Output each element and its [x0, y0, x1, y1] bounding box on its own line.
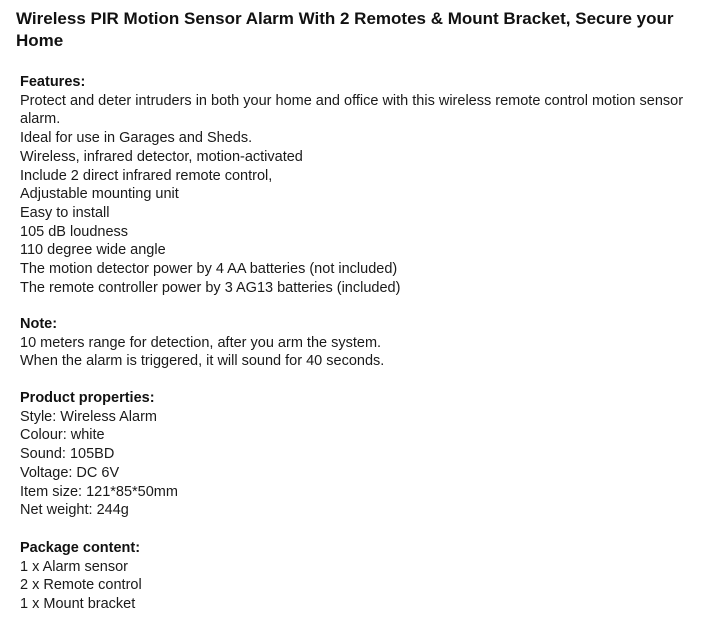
- package-content-list: [20, 558, 715, 614]
- product-properties-heading: Product properties:: [20, 390, 155, 406]
- feature-item: 110 degree wide angle: [20, 242, 166, 259]
- property-item: Net weight: 244g: [20, 502, 129, 519]
- feature-item: Wireless, infrared detector, motion-activated: [20, 148, 303, 165]
- property-item: Style: Wireless Alarm: [20, 408, 157, 425]
- note-item: 10 meters range for detection, after you arm the system.: [20, 334, 382, 351]
- feature-item: Include 2 direct infrared remote control,: [20, 167, 273, 184]
- features-heading: Features:: [20, 74, 86, 90]
- features-list: [20, 92, 715, 298]
- note-list: [20, 334, 715, 371]
- package-item: 1 x Mount bracket: [20, 596, 136, 613]
- feature-item: Adjustable mounting unit: [20, 186, 179, 203]
- property-item: Item size: 121*85*50mm: [20, 483, 178, 500]
- note-item: When the alarm is triggered, it will sound for 40 seconds.: [20, 353, 385, 370]
- note-section: [20, 315, 715, 371]
- property-item: Voltage: DC 6V: [20, 464, 120, 481]
- feature-item: Easy to install: [20, 204, 110, 221]
- note-heading: Note:: [20, 316, 58, 332]
- package-content-section: [20, 539, 715, 614]
- feature-item: Ideal for use in Garages and Sheds.: [20, 130, 253, 147]
- product-properties-list: [20, 408, 715, 520]
- property-item: Colour: white: [20, 427, 105, 444]
- product-title: Wireless PIR Motion Sensor Alarm With 2 Remotes & Mount Bracket, Secure your Home: [16, 9, 674, 50]
- package-content-heading: Package content:: [20, 540, 141, 556]
- property-item: Sound: 105BD: [20, 446, 115, 463]
- package-item: 1 x Alarm sensor: [20, 558, 128, 575]
- feature-item: The motion detector power by 4 AA batteries (not included): [20, 261, 398, 278]
- package-item: 2 x Remote control: [20, 577, 142, 594]
- feature-item: The remote controller power by 3 AG13 batteries (included): [20, 279, 401, 296]
- product-properties-section: [20, 389, 715, 520]
- features-section: [20, 73, 715, 297]
- feature-item: Protect and deter intruders in both your home and office with this wireless remote control motion sensor alarm.: [20, 92, 684, 128]
- feature-item: 105 dB loudness: [20, 223, 129, 240]
